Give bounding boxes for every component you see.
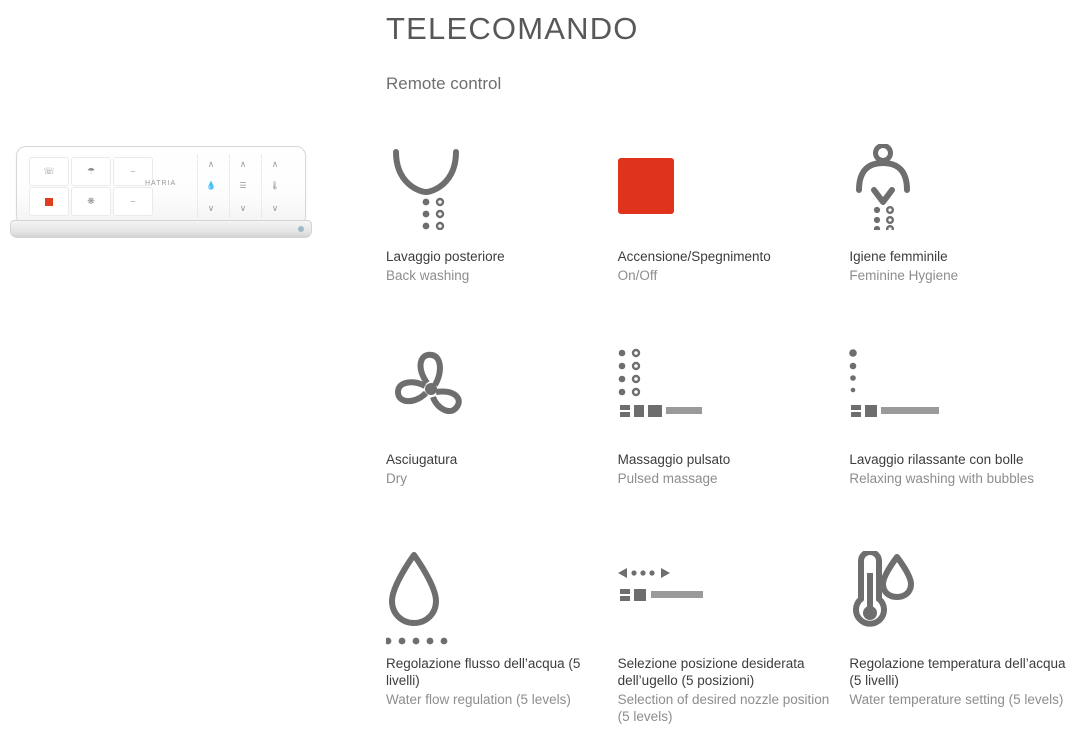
legend-label-it: Lavaggio posteriore <box>386 249 505 264</box>
legend-item <box>386 341 618 487</box>
legend-label-it: Lavaggio rilassante con bolle <box>849 452 1024 467</box>
thermometer-icon: 🌡 <box>269 181 281 190</box>
remote-button-dry: ❋ <box>71 187 111 216</box>
remote-stepper-columns <box>197 155 297 217</box>
pulsed-massage-icon <box>618 341 836 451</box>
legend-label-en: Back washing <box>386 268 470 283</box>
remote-button-seat: ⎯ <box>113 157 153 186</box>
nozzle-position-icon <box>618 545 836 655</box>
remote-button-nozzle: ⎯ <box>113 187 153 216</box>
legend-item <box>618 138 850 284</box>
column-divider <box>197 155 199 217</box>
remote-button-grid <box>29 157 159 215</box>
legend-label-it: Accensione/Spegnimento <box>617 249 771 264</box>
bubble-washing-icon <box>849 341 1067 451</box>
legend-item <box>849 138 1081 284</box>
remote-brand-label: HATRIA <box>145 180 177 187</box>
legend-label-it: Igiene femminile <box>849 249 948 264</box>
page-header <box>386 0 1076 94</box>
legend-item <box>386 545 618 725</box>
page-title: TELECOMANDO <box>386 11 639 46</box>
chevron-down-icon: ∨ <box>207 203 215 213</box>
legend-label-it: Selezione posizione desiderata dell’ugello (5 posizioni) <box>617 656 805 688</box>
legend-label-en: Pulsed massage <box>617 471 718 486</box>
water-flow-icon <box>386 545 604 655</box>
remote-button-rear-wash: ☏ <box>29 157 69 186</box>
legend-label-en: Dry <box>386 471 407 486</box>
legend-label-it: Massaggio pulsato <box>617 452 731 467</box>
column-divider <box>229 155 231 217</box>
water-drop-icon: 💧 <box>206 181 216 190</box>
remote-control-illustration <box>10 146 310 246</box>
legend-label-it: Asciugatura <box>386 452 458 467</box>
remote-button-shower: ☂ <box>71 157 111 186</box>
legend-label-en: Feminine Hygiene <box>849 268 959 283</box>
column-divider <box>261 155 263 217</box>
legend-row <box>386 341 1081 487</box>
chevron-up-icon: ∧ <box>239 159 247 169</box>
back-washing-icon <box>386 138 604 248</box>
nozzle-position-icon: ☰ <box>239 181 247 190</box>
legend-grid <box>386 138 1081 725</box>
chevron-down-icon: ∨ <box>271 203 279 213</box>
power-on-off-icon <box>618 138 836 248</box>
water-temperature-icon <box>849 545 1067 655</box>
legend-label-it: Regolazione temperatura dell’acqua (5 livelli) <box>849 656 1066 688</box>
legend-label-it: Regolazione flusso dell’acqua (5 livelli) <box>386 656 581 688</box>
chevron-up-icon: ∧ <box>207 159 215 169</box>
legend-label-en: Water flow regulation (5 levels) <box>386 692 571 707</box>
dry-fan-icon <box>386 341 604 451</box>
page-subtitle: Remote control <box>386 74 502 93</box>
legend-item <box>386 138 618 284</box>
remote-button-power <box>29 187 69 216</box>
legend-item <box>849 341 1081 487</box>
legend-item <box>849 545 1081 725</box>
feminine-hygiene-icon <box>849 138 1067 248</box>
chevron-up-icon: ∧ <box>271 159 279 169</box>
legend-row <box>386 545 1081 725</box>
legend-label-en: Relaxing washing with bubbles <box>849 471 1034 486</box>
legend-label-en: On/Off <box>617 268 658 283</box>
legend-item <box>618 545 850 725</box>
legend-label-en: Selection of desired nozzle position (5 levels) <box>617 692 830 724</box>
legend-item <box>618 341 850 487</box>
remote-base <box>10 220 312 238</box>
chevron-down-icon: ∨ <box>239 203 247 213</box>
legend-label-en: Water temperature setting (5 levels) <box>849 692 1064 707</box>
remote-body <box>16 146 306 226</box>
legend-row <box>386 138 1081 284</box>
